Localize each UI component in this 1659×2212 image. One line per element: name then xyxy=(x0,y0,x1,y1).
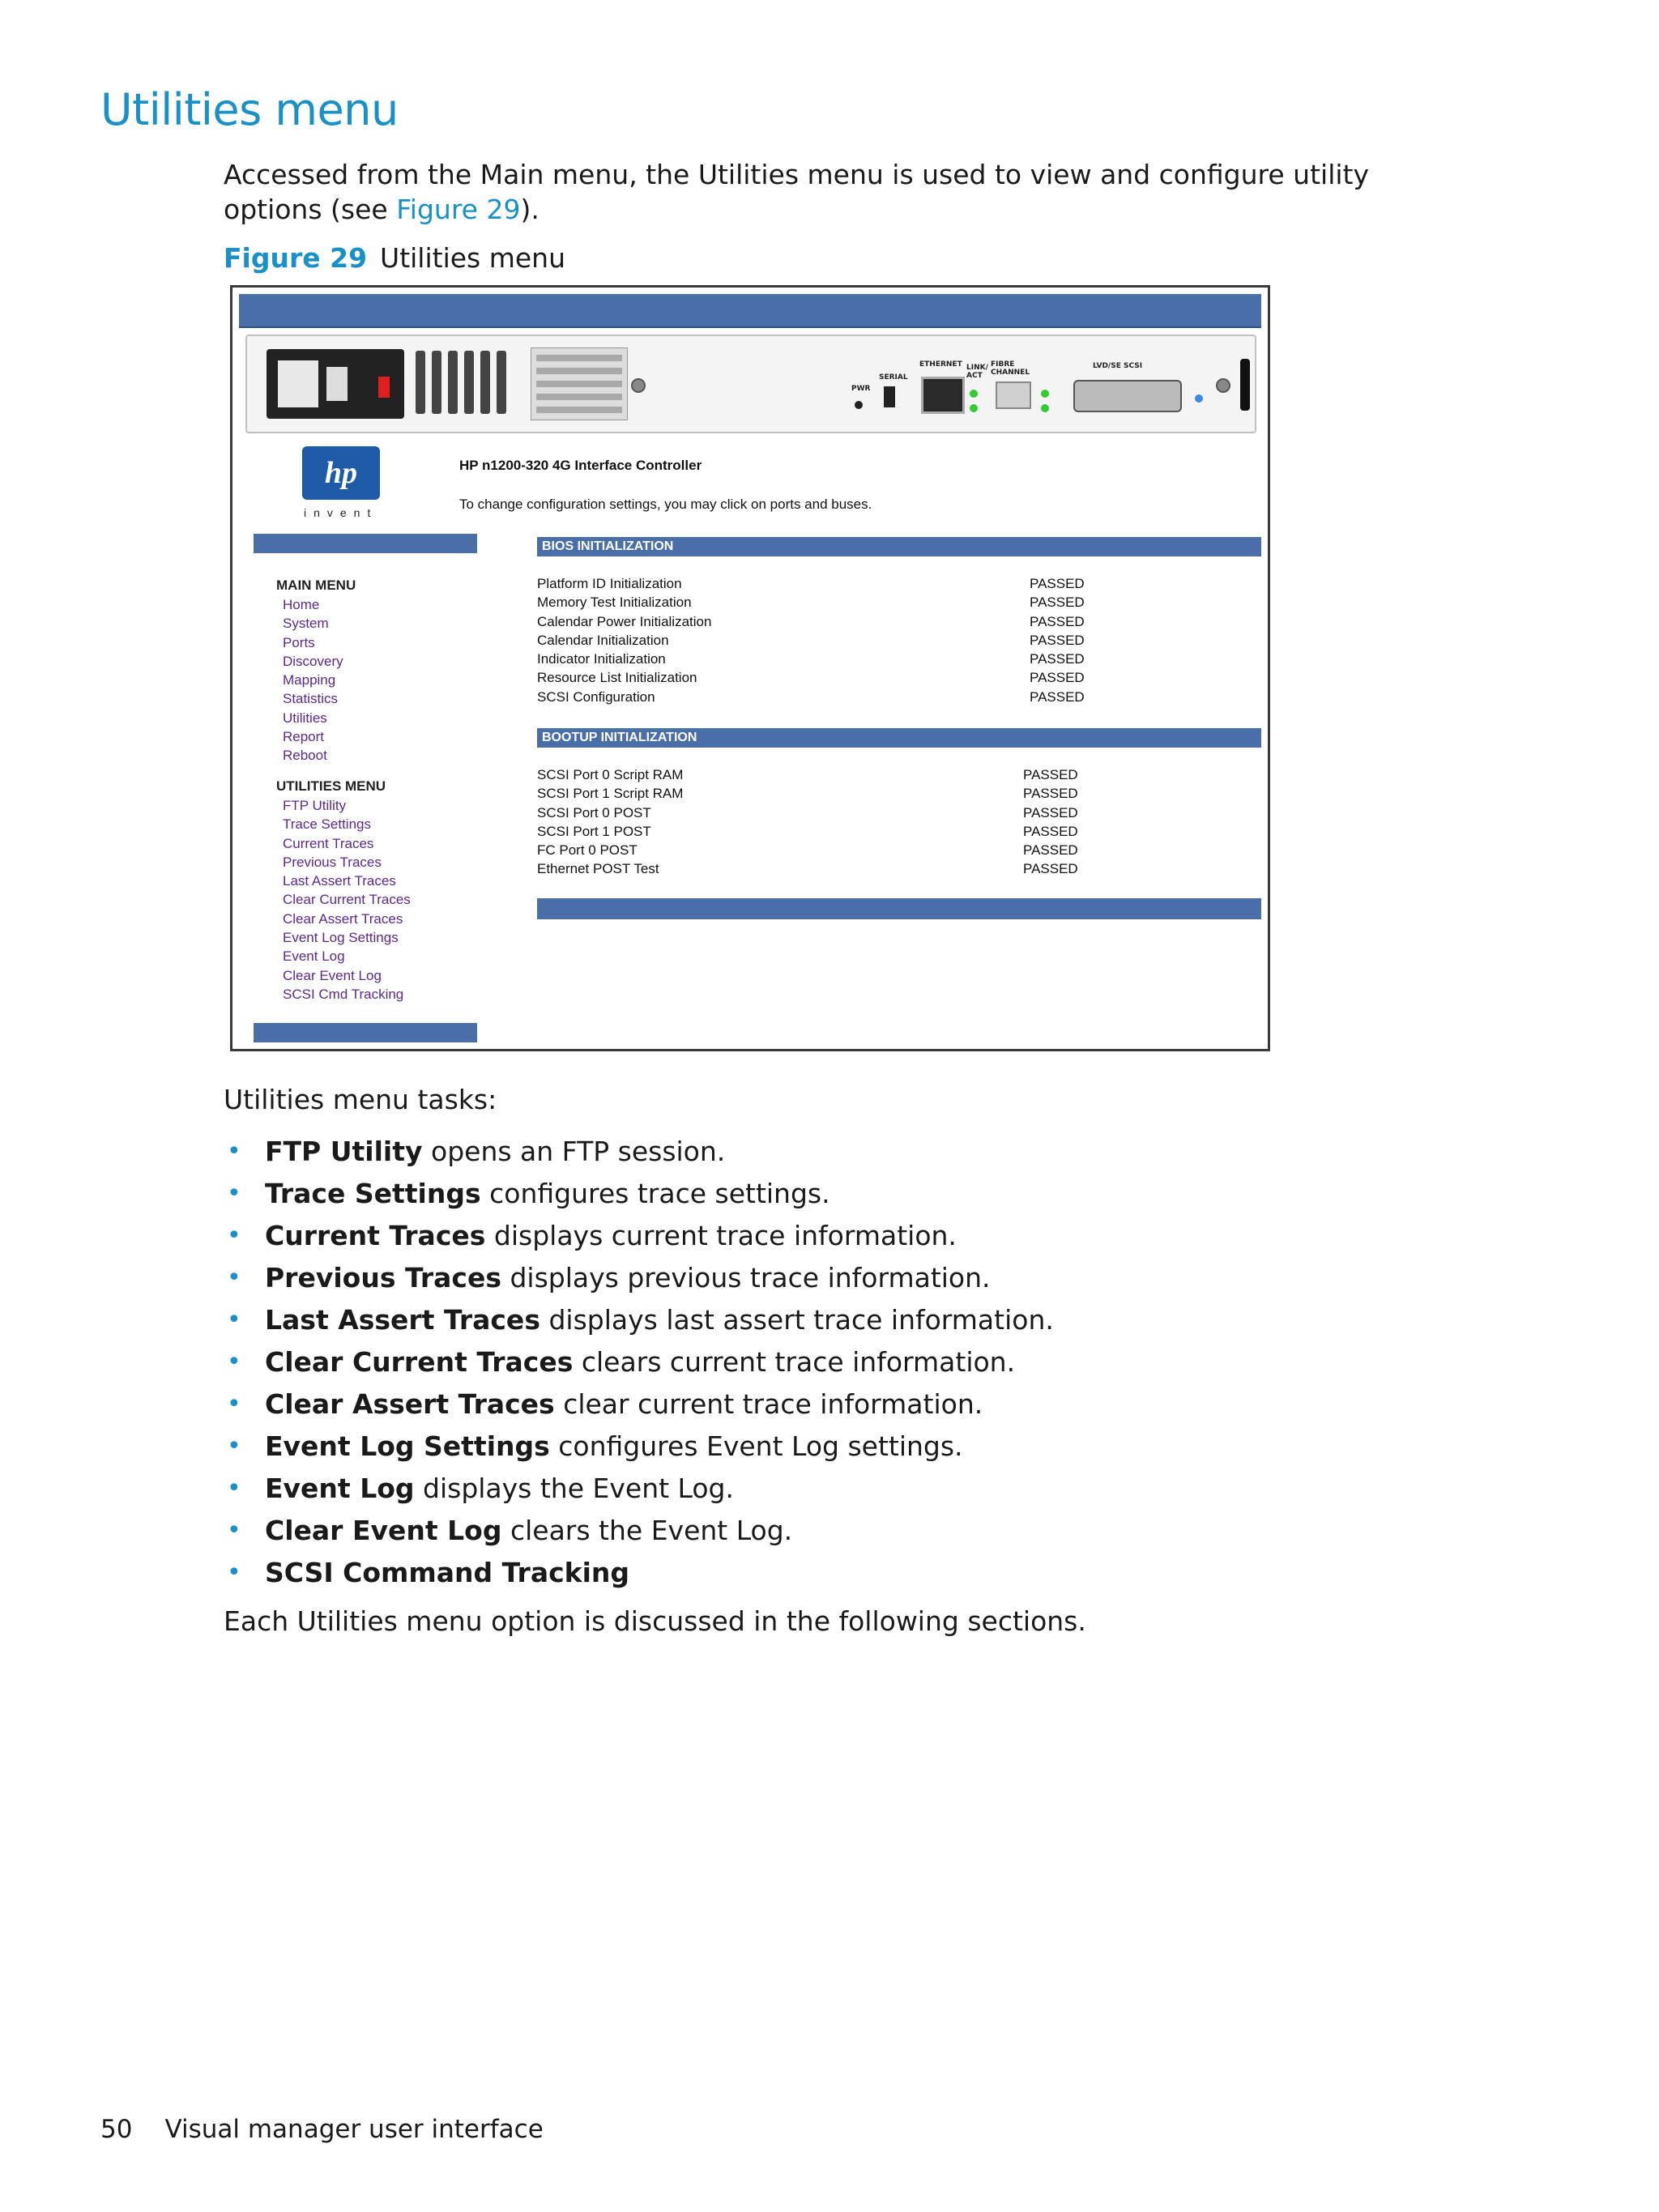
content-bottom-bar xyxy=(537,898,1261,919)
page-heading: Utilities menu xyxy=(100,84,399,135)
list-item xyxy=(224,1510,1520,1552)
row-name: Calendar Initialization xyxy=(537,632,669,648)
main-menu-item[interactable]: Reboot xyxy=(283,748,327,764)
row-name: Indicator Initialization xyxy=(537,651,666,667)
table-row xyxy=(537,631,1104,650)
scsi-led-icon xyxy=(1195,394,1203,403)
page-number: 50 xyxy=(100,2115,133,2144)
task-term: Event Log xyxy=(265,1473,415,1504)
row-status: PASSED xyxy=(1023,842,1078,859)
utilities-menu-item[interactable]: Clear Event Log xyxy=(283,967,382,983)
table-row xyxy=(537,574,1104,593)
task-term: Clear Current Traces xyxy=(265,1346,574,1378)
task-desc: configures Event Log settings. xyxy=(549,1430,963,1462)
task-desc: displays current trace information. xyxy=(485,1220,957,1251)
task-term: SCSI Command Tracking xyxy=(265,1557,630,1588)
serial-port[interactable] xyxy=(884,386,895,407)
main-menu-title: MAIN MENU xyxy=(276,578,356,593)
figure-title: Utilities menu xyxy=(380,242,566,274)
main-menu-item[interactable]: Report xyxy=(283,729,325,745)
row-status: PASSED xyxy=(1030,688,1085,705)
list-item xyxy=(224,1468,1520,1510)
scsi-port[interactable] xyxy=(1073,380,1182,412)
figure-caption xyxy=(224,241,565,275)
row-name: SCSI Port 1 Script RAM xyxy=(537,786,684,802)
task-desc: opens an FTP session. xyxy=(422,1136,726,1167)
row-name: Memory Test Initialization xyxy=(537,595,692,611)
row-status: PASSED xyxy=(1030,613,1085,629)
device-label xyxy=(531,347,628,420)
row-name: SCSI Port 0 POST xyxy=(537,804,651,820)
main-menu-list xyxy=(283,595,343,765)
sidebar-bottom-bar xyxy=(254,1023,477,1042)
utilities-menu-item[interactable]: Event Log xyxy=(283,948,345,965)
table-row xyxy=(537,822,1104,841)
row-name: Calendar Power Initialization xyxy=(537,613,712,629)
act-led-icon xyxy=(970,404,978,412)
row-status: PASSED xyxy=(1030,632,1085,648)
fc-led2-icon xyxy=(1041,404,1049,412)
row-status: PASSED xyxy=(1023,861,1078,877)
intro-paragraph xyxy=(224,157,1439,227)
fc-led-icon xyxy=(1041,390,1049,398)
main-menu-item[interactable]: Statistics xyxy=(283,691,339,707)
table-row xyxy=(537,803,1104,822)
intro-text-end: ). xyxy=(520,194,539,225)
utilities-menu-list xyxy=(283,796,411,1004)
row-status: PASSED xyxy=(1023,804,1078,820)
utilities-menu-item[interactable]: Previous Traces xyxy=(283,854,382,870)
utilities-menu-item[interactable]: Clear Current Traces xyxy=(283,892,411,908)
power-inlet xyxy=(267,349,404,419)
hp-logo-tagline: invent xyxy=(304,506,378,519)
task-desc: clears current trace information. xyxy=(573,1346,1016,1378)
bootup-section-header: BOOTUP INITIALIZATION xyxy=(537,728,1261,748)
screw-icon xyxy=(631,378,646,393)
list-item xyxy=(224,1383,1520,1426)
task-desc: displays the Event Log. xyxy=(414,1473,734,1504)
main-menu-item[interactable]: Ports xyxy=(283,634,315,650)
ethernet-port[interactable] xyxy=(921,377,965,414)
screw-icon xyxy=(1216,378,1230,393)
list-item xyxy=(224,1131,1520,1173)
page-footer xyxy=(100,2115,544,2144)
task-term: Clear Event Log xyxy=(265,1515,502,1546)
utilities-menu-item[interactable]: Trace Settings xyxy=(283,816,371,833)
utilities-menu-item[interactable]: Clear Assert Traces xyxy=(283,910,403,927)
utilities-menu-item[interactable]: Last Assert Traces xyxy=(283,873,396,889)
table-row xyxy=(537,668,1104,687)
main-menu-item[interactable]: Discovery xyxy=(283,653,343,669)
list-item xyxy=(224,1552,1520,1594)
pwr-label: PWR xyxy=(851,385,871,393)
list-item xyxy=(224,1341,1520,1383)
serial-label: SERIAL xyxy=(879,373,908,381)
task-term: Last Assert Traces xyxy=(265,1304,540,1336)
row-status: PASSED xyxy=(1023,823,1078,839)
table-row xyxy=(537,650,1104,668)
task-desc: configures trace settings. xyxy=(480,1178,830,1209)
main-menu-item[interactable]: Utilities xyxy=(283,710,327,726)
screenshot-top-bar xyxy=(239,294,1261,328)
table-row xyxy=(537,841,1104,859)
row-name: SCSI Port 0 Script RAM xyxy=(537,767,684,782)
list-item xyxy=(224,1215,1520,1257)
footer-section: Visual manager user interface xyxy=(164,2115,544,2144)
vents xyxy=(416,351,513,418)
outro-paragraph: Each Utilities menu option is discussed in the following sections. xyxy=(224,1605,1086,1637)
task-term: Current Traces xyxy=(265,1220,486,1251)
row-name: Platform ID Initialization xyxy=(537,576,682,591)
table-row xyxy=(537,859,1104,878)
row-status: PASSED xyxy=(1030,595,1085,611)
sidebar-top-bar xyxy=(254,534,477,553)
main-menu-item[interactable]: System xyxy=(283,616,329,632)
main-menu-item[interactable]: Home xyxy=(283,597,320,612)
utilities-menu-item[interactable]: Event Log Settings xyxy=(283,930,399,946)
row-name: Ethernet POST Test xyxy=(537,861,659,877)
row-status: PASSED xyxy=(1030,576,1085,591)
task-term: FTP Utility xyxy=(265,1136,423,1167)
row-name: FC Port 0 POST xyxy=(537,842,638,859)
tasks-intro: Utilities menu tasks: xyxy=(224,1084,497,1115)
task-term: Previous Traces xyxy=(265,1262,501,1294)
list-item xyxy=(224,1257,1520,1299)
utilities-menu-item[interactable]: SCSI Cmd Tracking xyxy=(283,986,404,1002)
row-name: SCSI Port 1 POST xyxy=(537,823,651,839)
row-status: PASSED xyxy=(1023,786,1078,802)
list-item xyxy=(224,1299,1520,1341)
product-subtitle: To change configuration settings, you may click on ports and buses. xyxy=(459,497,872,512)
table-row xyxy=(537,784,1104,803)
row-status: PASSED xyxy=(1023,767,1078,782)
link-act-label: LINK/ ACT xyxy=(966,364,988,380)
panel-handle xyxy=(1240,359,1250,411)
bios-rows xyxy=(537,574,1104,706)
figure-number: Figure 29 xyxy=(224,242,368,274)
main-menu-item[interactable]: Mapping xyxy=(283,672,336,688)
task-term: Clear Assert Traces xyxy=(265,1388,555,1420)
task-term: Trace Settings xyxy=(265,1178,481,1209)
list-item xyxy=(224,1173,1520,1215)
product-title: HP n1200-320 4G Interface Controller xyxy=(459,458,702,473)
list-item xyxy=(224,1426,1520,1468)
scsi-label: LVD/SE SCSI xyxy=(1093,362,1143,370)
task-desc: displays previous trace information. xyxy=(501,1262,991,1294)
row-name: SCSI Configuration xyxy=(537,688,655,705)
row-name: Resource List Initialization xyxy=(537,670,697,686)
task-desc: clear current trace information. xyxy=(554,1388,983,1420)
ethernet-label: ETHERNET xyxy=(919,360,962,369)
pwr-led-icon xyxy=(855,401,863,409)
table-row xyxy=(537,593,1104,612)
utilities-menu-screenshot xyxy=(230,285,1270,1051)
utilities-menu-item[interactable]: Current Traces xyxy=(283,835,374,851)
utilities-menu-title: UTILITIES MENU xyxy=(276,778,386,794)
link-led-icon xyxy=(970,390,978,398)
row-status: PASSED xyxy=(1030,651,1085,667)
fibre-channel-label: FIBRE CHANNEL xyxy=(991,360,1030,377)
device-panel[interactable] xyxy=(245,335,1256,433)
utilities-menu-item[interactable]: FTP Utility xyxy=(283,798,347,813)
figure-link[interactable]: Figure 29 xyxy=(396,194,521,225)
tasks-list xyxy=(224,1131,1520,1594)
task-term: Event Log Settings xyxy=(265,1430,550,1462)
hp-logo: hp xyxy=(302,446,380,500)
task-desc: clears the Event Log. xyxy=(501,1515,793,1546)
row-status: PASSED xyxy=(1030,670,1085,686)
fibre-channel-port[interactable] xyxy=(996,381,1031,409)
table-row xyxy=(537,612,1104,631)
table-row xyxy=(537,765,1104,784)
bios-section-header: BIOS INITIALIZATION xyxy=(537,537,1261,556)
bootup-rows xyxy=(537,765,1104,879)
intro-text: Accessed from the Main menu, the Utilities menu is used to view and configure utility options (see xyxy=(224,159,1370,225)
table-row xyxy=(537,688,1104,706)
task-desc: displays last assert trace information. xyxy=(539,1304,1054,1336)
